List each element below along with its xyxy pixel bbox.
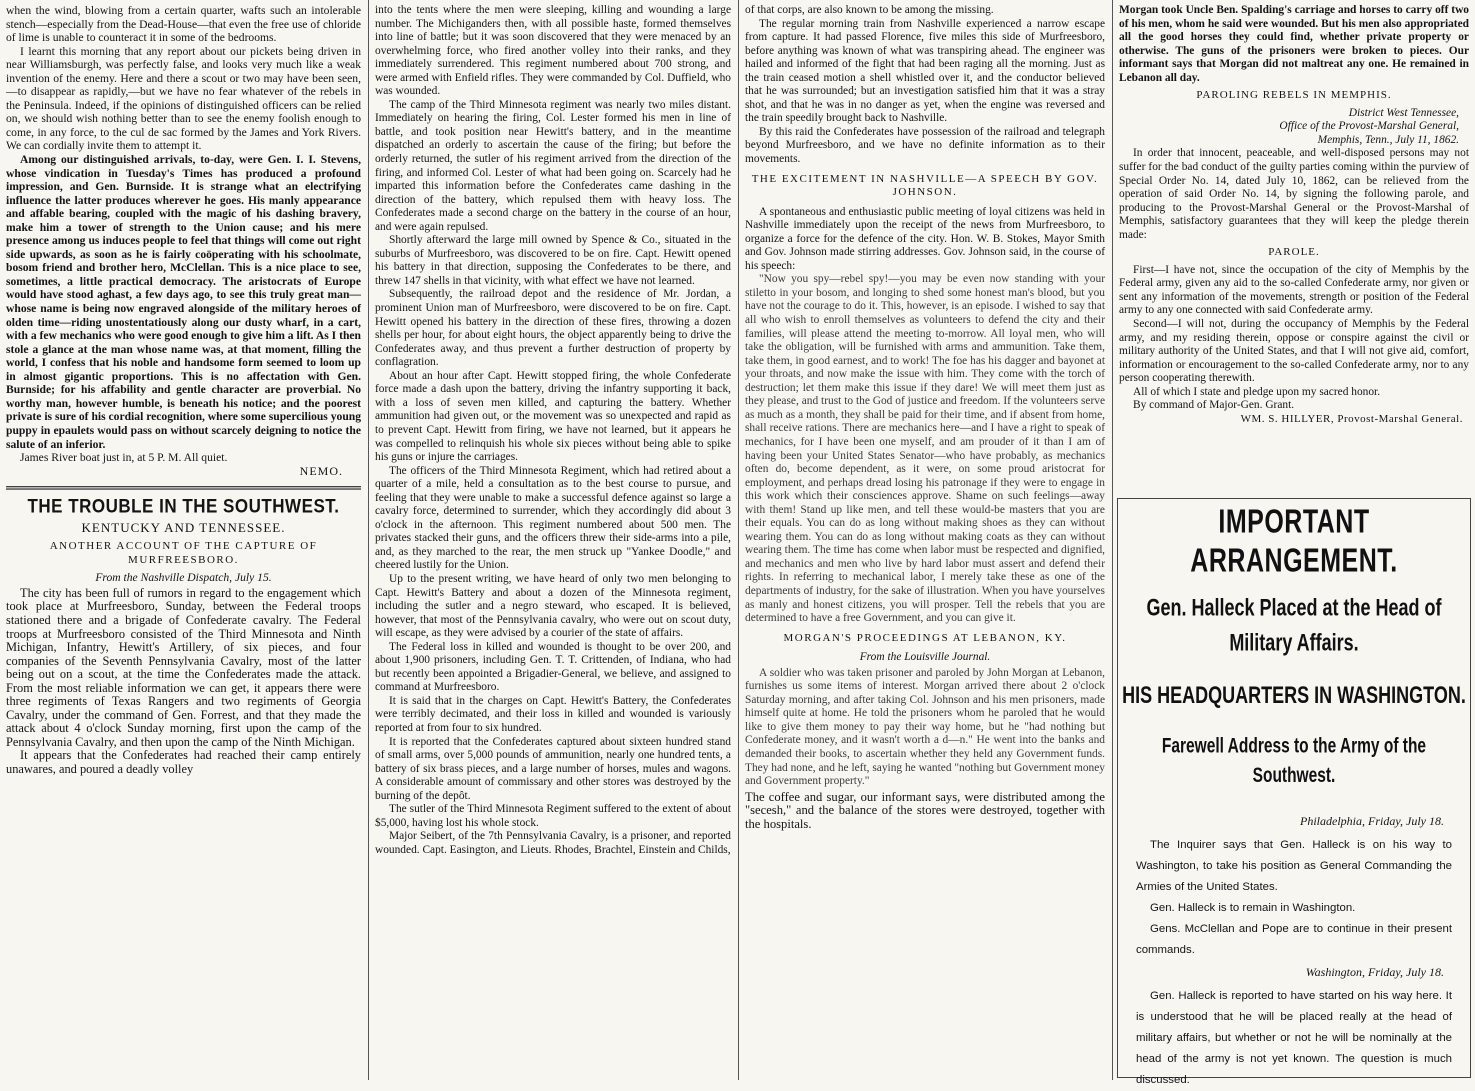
box-dateline: Philadelphia, Friday, July 18.	[1300, 814, 1444, 828]
article-paragraph: It is said that in the charges on Capt. Hewitt's Battery, the Confederates were terribly decimated, and their loss in killed and wounded is variously reported at from four to six hundred.	[375, 694, 731, 734]
section-heading: MORGAN'S PROCEEDINGS AT LEBANON, KY.	[783, 631, 1067, 644]
dateline: From the Nashville Dispatch, July 15.	[95, 571, 272, 585]
address-line: Office of the Provost-Marshal General,	[1279, 120, 1459, 133]
article-paragraph: It is reported that the Confederates captured about sixteen hundred stand of small arms, over 5,000 pounds of ammunition, nearly one hundred tents, a battery of six brass pieces, and a large number of horses, mules and wagons. A considerable amount of commissary and other stores was destroyed by the burning of the depôt.	[375, 735, 731, 802]
article-paragraph: The regular morning train from Nashville experienced a narrow escape from capture. It had passed Florence, five miles this side of Murfreesboro, before anything was known of what was transpiring ahead. The engineer was hailed and informed of the fight that had been raging all the morning. Just as the train ceased motion a shell whistled over it, and the conductor believed that he was surrounded; but an investigation satisfied him that it was a stray shot, and that he was in no danger as yet, when the engine was reversed and the train speedily brought back to Nashville.	[745, 17, 1105, 125]
article-paragraph: Major Seibert, of the 7th Pennsylvania Cavalry, is a prisoner, and reported wounded. Capt. Easington, and Lieuts. Rhodes, Brachtel, Einstein and Childs,	[375, 830, 731, 856]
article-paragraph: of that corps, are also known to be among the missing.	[745, 4, 994, 16]
box-paragraph: Gen. Halleck is reported to have started on his way here. It is understood that he will be placed really at the head of military affairs, but whether or not he will be nominally at the head of the army is not yet known. The question is much discussed.	[1136, 990, 1452, 1086]
article-paragraph: A spontaneous and enthusiastic public meeting of loyal citizens was held in Nashville immediately upon the receipt of the news from Murfreesboro, to organize a force for the defence of the city. Hon. W. B. Stokes, Mayor Smith and Gov. Johnson made stirring addresses. Gov. Johnson said, in the course of his speech:	[745, 205, 1105, 272]
box-heading-2: Gen. Halleck Placed at the Head of Military Affairs.	[1146, 593, 1442, 657]
headline: THE TROUBLE IN THE SOUTHWEST.	[6, 486, 361, 514]
box-heading-3: HIS HEADQUARTERS IN WASHINGTON.	[1122, 681, 1466, 709]
column-3	[739, 0, 1111, 1080]
column-1	[0, 0, 367, 1080]
article-paragraph: First—I have not, since the occupation of the city of Memphis by the Federal army, given any aid to the so-called Confederate army, nor given or sent any information of the movements, strength or position of the Federal army to any one connected with said Confederate army.	[1119, 263, 1469, 317]
address-line: District West Tennessee,	[1348, 106, 1459, 119]
box-heading-4: Farewell Address to the Army of the Southwest.	[1161, 735, 1427, 788]
subheadline-2: ANOTHER ACCOUNT OF THE CAPTURE OF MURFREESBORO.	[49, 540, 318, 566]
article-paragraph: The coffee and sugar, our informant says, were distributed among the "secesh," and the balance of the stores were destroyed, together with the hospitals.	[745, 789, 1105, 831]
article-paragraph: It appears that the Confederates had reached their camp entirely unawares, and poured a deadly volley	[6, 748, 361, 776]
box-paragraph: Gens. McClellan and Pope are to continue in their present commands.	[1136, 923, 1452, 956]
article-paragraph: In order that innocent, peaceable, and well-disposed persons may not suffer for the bad conduct of the guilty parties coming within the purview of Special Order No. 14, dated July 10, 1862, can be relieved from the operation of said Order No. 14, by signing the following parole, and producing to the Provost-Marshal General or the Provost-Marshal of Memphis, satisfactory guarantees that they will keep the pledge therein made:	[1119, 147, 1469, 241]
article-paragraph: Subsequently, the railroad depot and the residence of Mr. Jordan, a prominent Union man of Murfreesboro, were discovered to be on fire. Capt. Hewitt opened his battery in the direction of these fires, throwing a dozen shells per hour, for about eight hours, the object apparently being to drive the Confederates away, and thus prevent a further destruction of property by conflagration.	[375, 288, 731, 369]
box-paragraph: The Inquirer says that Gen. Halleck is on his way to Washington, to take his position as General Commanding the Armies of the United States.	[1136, 839, 1452, 893]
section-heading: PAROLING REBELS IN MEMPHIS.	[1196, 89, 1392, 102]
article-paragraph: A soldier who was taken prisoner and paroled by John Morgan at Lebanon, furnishes us some items of interest. Morgan arrived there about 2 o'clock Saturday morning, and after taking Col. Johnson and his men prisoners, made himself quite at home. He told the prisoners whom he paroled that he would like to give them money to pay their way home, but he "had nothing but Confederate money, and it wasn't worth a d—n." He went into the banks and demanded their books, to ascertain whether they held any Government funds. They had none, and he left, saying he wanted "nothing but Government money and Government property."	[745, 666, 1105, 788]
column-4	[1113, 0, 1475, 498]
article-paragraph: Up to the present writing, we have heard of only two men belonging to Capt. Hewitt's Battery and about a dozen of the Minnesota regiment, including the sutler and a negro steward, who escaped. It is believed, however, that most of the Pennsylvania cavalry, who were out on scout duty, will escape, as they were advised by a courier of the state of affairs.	[375, 572, 731, 640]
article-paragraph: when the wind, blowing from a certain quarter, wafts such an intolerable stench—especially from the Dead-House—that even the free use of chloride of lime is unable to counteract it in some of the bedrooms.	[6, 4, 361, 45]
article-paragraph: Second—I will not, during the occupancy of Memphis by the Federal army, and my residing therein, oppose or conspire against the civil or military authority of the United States, and that I will not give aid, comfort, information or encouragement to the so-called Confederate army, nor to any person cooperating therewith.	[1119, 318, 1469, 385]
section-heading: THE EXCITEMENT IN NASHVILLE—A SPEECH BY GOV. JOHNSON.	[751, 172, 1099, 199]
box-paragraph: Gen. Halleck is to remain in Washington.	[1150, 902, 1356, 914]
box-title: IMPORTANT ARRANGEMENT.	[1190, 502, 1398, 580]
signer-line: WM. S. HILLYER, Provost-Marshal General.	[1240, 412, 1463, 425]
article-paragraph: Shortly afterward the large mill owned by Spence & Co., situated in the suburbs of Murfreesboro, was discovered to be on fire. Capt. Hewitt opened his battery in that direction, supposing the Confederates to be there, and threw 147 shells in that vicinity, with what effect we have not learned.	[375, 234, 731, 287]
subheadline: KENTUCKY AND TENNESSEE.	[81, 519, 286, 535]
article-paragraph: "Now you spy—rebel spy!—you may be even now standing with your stiletto in your bosom, and longing to shed some honest man's blood, but you have not the courage to do it. This, however, is an episode. I wished to say that all who wish to enroll themselves as volunteers to defend the city and their families, will please attend the meeting to-morrow. All loyal men, who will take the obligation, will be furnished with arms and ammunition. Take them, take them, in good earnest, and to work! The foe has his dagger and bayonet at your throats, and now make the issue with him. They come with the torch of destruction; let them make this issue if they dare! We will meet them just as they please, and trust to the God of justice and freedom. If the volunteers serve as much as a month, they shall be paid for their time, and if absent from home, shall receive rations. There are mechanics here—and I have a right to speak of mechanics, for I have been one myself, and am prouder of it than I am of having been your United States Senator—who have probably, as mechanics often do, become dependent, as it were, on some proud aristocrat for employment, and perhaps dread losing his patronage if they were to engage in this work which their consciences approve. Shame on such feelings—away with them! Stand up like men, and tell these would-be masters that you are their equals. You can do as long without making shoes as they can without wearing them. You can do as long without making coats as they can without wearing them. The time has come when labor must be respected and dignified, and mechanics and men who live by hard labor must assert and defend their rights. In referring to mechanical labor, I merely take these as one of the departments of industry, for the sake of illustration. When you have yourselves as manly and honest citizens, you will prosper. Tell the rebels that you are determined to have a free Government, and you can give it.	[745, 273, 1105, 625]
parole-heading: PAROLE.	[1268, 246, 1320, 259]
box-text	[1118, 835, 1470, 961]
column-2	[369, 0, 737, 1080]
article-paragraph: I learnt this morning that any report about our pickets being driven in near Williamsburgh, was perfectly false, and looks very much like a weak invention of the enemy. Here and there a scout or two may have been seen,—to disappear as rapidly,—but we have no fear whatever of the rebels in the Peninsula. Indeed, if the opinions of distinguished officers can be relied on, we should wish nothing better than to see the enemy foolish enough to come, in any force, to the cul de sac formed by the James and York Rivers. We can cordially invite them to attempt it.	[6, 44, 361, 153]
article-paragraph: The officers of the Third Minnesota Regiment, which had retired about a quarter of a mile, held a consultation as to the best course to pursue, and feeling that they were unable to make a successful defence against so large a cavalry force, determined to surrender, which they accordingly did about 3 o'clock in the afternoon. This regiment numbered about 500 men. The privates stacked their guns, and the officers threw their side-arms into a pile, and, as they marched to the rear, the men struck up "Yankee Doodle," and cheered lustily for the Union.	[375, 464, 731, 572]
article-paragraph: into the tents where the men were sleeping, killing and wounding a large number. The Michiganders then, with all possible haste, formed themselves into line of battle; but it was soon discovered that they were menaced by an overwhelming force, who fired another volley into their ranks, and they immediately surrendered. This regiment numbered about 700 strong, and were armed with Enfield rifles. They were commanded by Col. Duffield, who was wounded.	[375, 4, 731, 98]
article-paragraph: The Federal loss in killed and wounded is thought to be over 200, and about 1,900 prisoners, including Gen. T. T. Crittenden, of Indiana, who had but recently been appointed a Brigadier-General, we believe, and assigned to command at Murfreesboro.	[375, 640, 731, 694]
announcement-box	[1117, 498, 1471, 1086]
article-paragraph: About an hour after Capt. Hewitt stopped firing, the whole Confederate force made a dash upon the battery, driving the infantry supporting it back, with a loss of seven men killed, and capturing the battery. Whether ammunition had given out, or the movement was so unexpected and rapid as to prevent Capt. Hewitt from firing, we have not learned, but it appears he was compelled to relinquish his whole six pieces without being able to spike his guns or injure the carriages.	[375, 369, 731, 464]
article-paragraph: By this raid the Confederates have possession of the railroad and telegraph beyond Murfreesboro, and we have no definite information as to their movements.	[745, 125, 1105, 166]
article-paragraph: The camp of the Third Minnesota regiment was nearly two miles distant. Immediately on hearing the firing, Col. Lester formed his men in line of battle, and took position near Hewitt's battery, and in the meantime dispatched an orderly to ascertain the cause of the firing; but before the orderly returned, the sutler of his regiment arrived from the direction of the firing, and informed Col. Lester of what had been going on. Scarcely had he imparted this information before the Confederates came dashing in the direction of the battery, which repulsed them with heavy loss. The Confederates made a second charge on the battery in the course of an hour, and were again repulsed.	[375, 98, 731, 233]
command-line: By command of Major-Gen. Grant.	[1133, 399, 1295, 412]
article-paragraph: Morgan took Uncle Ben. Spalding's carriage and horses to carry off two of his men, whom he said were wounded. But his men also appropriated all the good horses they could find, whether private property or otherwise. The guns of the prisoners were broken to pieces. Our informant says that Morgan did not maltreat any one. He remained in Lebanon all day.	[1119, 4, 1469, 84]
dateline: From the Louisville Journal.	[859, 651, 991, 664]
article-paragraph: The city has been full of rumors in regard to the engagement which took place at Murfreesboro, Sunday, between the Federal troops stationed there and a brigade of Confederate cavalry. The Federal troops at Murfreesboro consisted of the Third Minnesota and Ninth Michigan, Infantry, Hewitt's Artillery, of six pieces, and four companies of the Seventh Pennsylvania Cavalry, most of the latter being out on a scout, at the time the Confederates made the attack. From the most reliable information we can get, it appears there were three regiments of Texas Rangers and two regiments of Georgia Cavalry, under the command of Gen. Forrest, and that they made the attack about 4 o'clock Sunday morning, first upon the camp of the Pennsylvania Cavalry, and then upon the camp of the Ninth Michigan.	[6, 585, 361, 749]
article-paragraph: James River boat just in, at 5 P. M. All quiet.	[20, 451, 228, 465]
article-paragraph: All of which I state and pledge upon my sacred honor.	[1133, 385, 1381, 398]
address-line: Memphis, Tenn., July 11, 1862.	[1317, 133, 1459, 146]
article-paragraph: The sutler of the Third Minnesota Regiment suffered to the extent of about $5,000, having lost his whole stock.	[375, 803, 731, 829]
box-text	[1118, 986, 1470, 1091]
box-dateline: Washington, Friday, July 18.	[1305, 965, 1444, 979]
article-paragraph: Among our distinguished arrivals, to-day, were Gen. I. I. Stevens, whose vindication in Tuesday's Times has produced a profound impression, and Gen. Burnside. It is strange what an electrifying influence the latter produces wherever he goes. His manly appearance and affable bearing, coupled with the magic of his dashing bravery, make him a tower of strength to the Union cause; and his mere presence among us induces people to feel that things will come out right side upwards, as soon as he is fairly coöperating with his schoolmate, bosom friend and brother hero, McClellan. This is a nice place to see, sometimes, a little practical democracy. The aristocrats of Europe would have stood aghast, a few days ago, to see this truly great man—whose name is being now engraved alongside of the military heroes of olden time—riding unostentatiously along our dusty wharf, in a cart, with a few mechanics who were good enough to give him a lift. As I then stole a glance at the man whose name was, at that moment, filling the world, I confess that his noble and handsome form seemed to loom up in almost gigantic proportions. This is no affectation with Gen. Burnside; for his affability and gentle character are proverbial. No worthy man, however humble, is beneath his notice; and the poorest private is sure of his cordial recognition, where some supercilious young puppy in epaulets would pass on without scarcely deigning to notice the salute of an inferior.	[6, 153, 362, 451]
author-signature: NEMO.	[299, 463, 343, 478]
